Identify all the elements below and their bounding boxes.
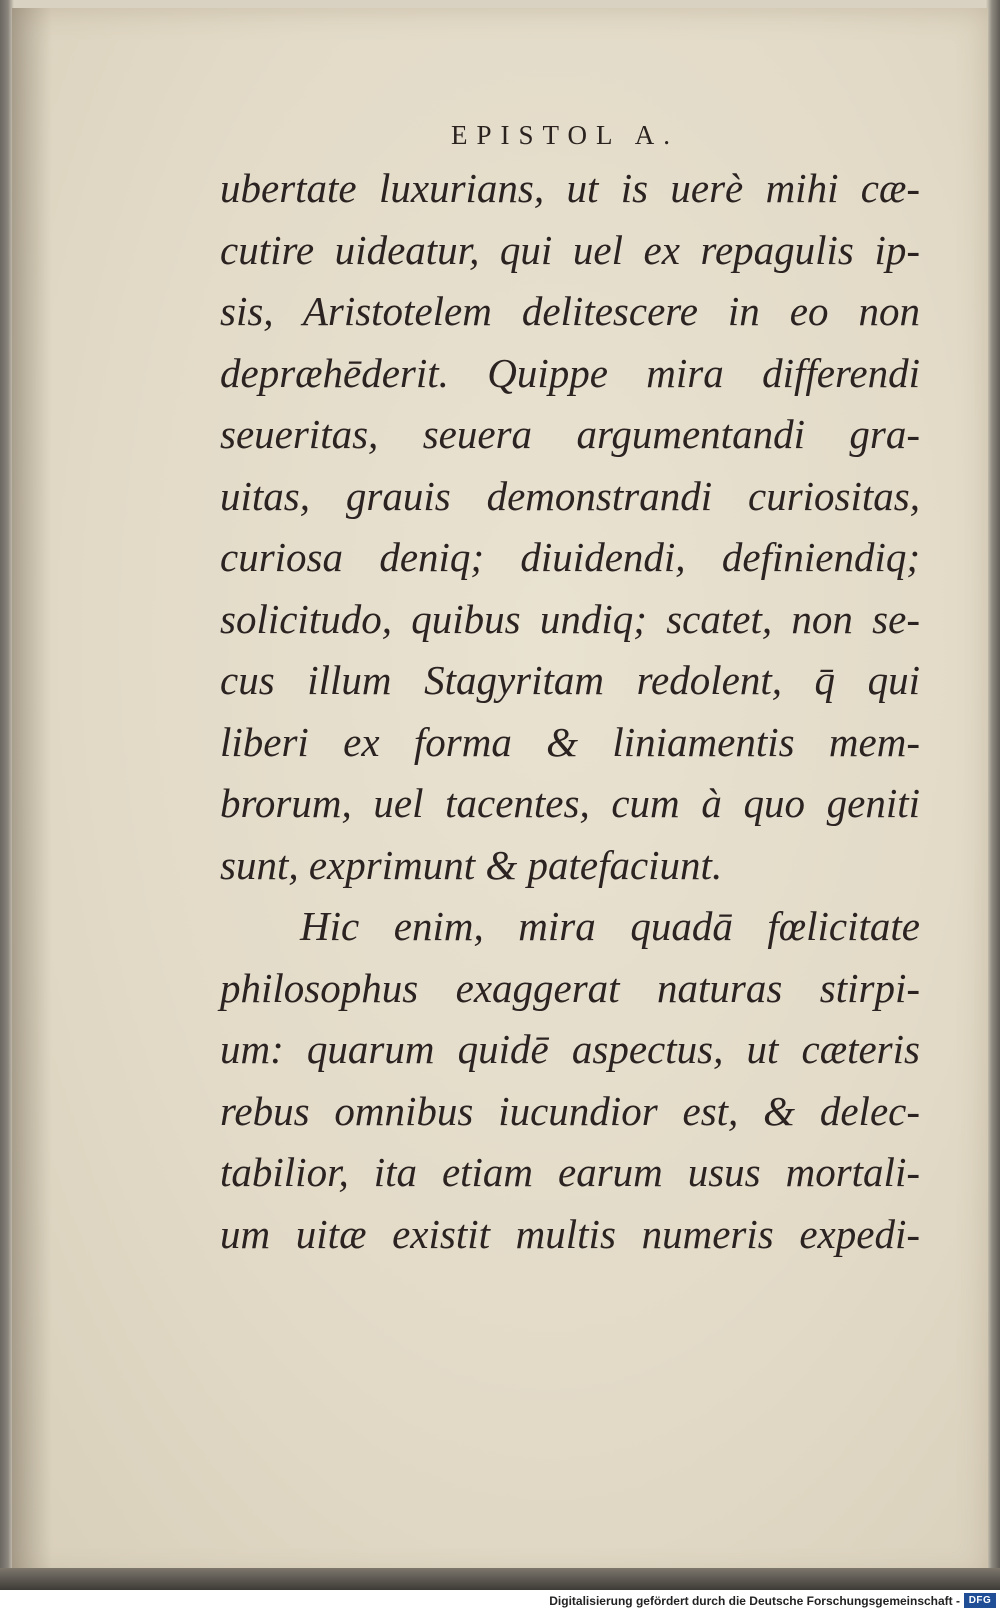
book-page — [12, 8, 988, 1580]
spine-shadow — [12, 8, 52, 1580]
text-line: liberi ex forma & liniamentis mem- — [220, 718, 920, 765]
text-line: tabilior, ita etiam earum usus mortali- — [220, 1149, 920, 1195]
book-bottom-edge — [0, 1568, 1000, 1590]
text-line: sunt, exprimunt & patefaciunt. — [220, 841, 723, 888]
text-line: sis, Aristotelem delitescere in eo non — [220, 288, 920, 334]
text-line: uitas, grauis demonstrandi curiositas, — [220, 472, 920, 519]
footer-bar — [0, 1590, 1000, 1612]
text-line: um uitæ existit multis numeris expedi- — [220, 1210, 920, 1257]
text-line: rebus omnibus iucundior est, & delec- — [220, 1087, 920, 1134]
text-line: cutire uideatur, qui uel ex repagulis ip- — [220, 226, 920, 273]
footer-credit: Digitalisierung gefördert durch die Deutsche Forschungsgemeinschaft - — [549, 1594, 960, 1608]
text-line: um: quarum quidē aspectus, ut cæteris — [220, 1026, 920, 1072]
text-line: philosophus exaggerat naturas stirpi- — [220, 964, 920, 1011]
text-line: Hic enim, mira quadā fœlicitate — [300, 903, 920, 949]
running-head: EPISTOL A. — [450, 120, 680, 150]
text-line: ubertate luxurians, ut is uerè mihi cæ- — [220, 165, 920, 211]
text-line: seueritas, seuera argumentandi gra- — [220, 411, 920, 457]
dfg-logo-icon: DFG — [964, 1593, 996, 1608]
text-line: brorum, uel tacentes, cum à quo geniti — [220, 780, 920, 826]
text-line: curiosa deniq; diuidendi, definiendiq; — [220, 534, 920, 580]
text-line: cus illum Stagyritam redolent, q̄ qui — [220, 657, 920, 703]
body-text — [220, 158, 920, 1265]
text-line: depræhēderit. Quippe mira differendi — [220, 349, 920, 396]
text-line: solicitudo, quibus undiq; scatet, non se- — [220, 595, 920, 642]
